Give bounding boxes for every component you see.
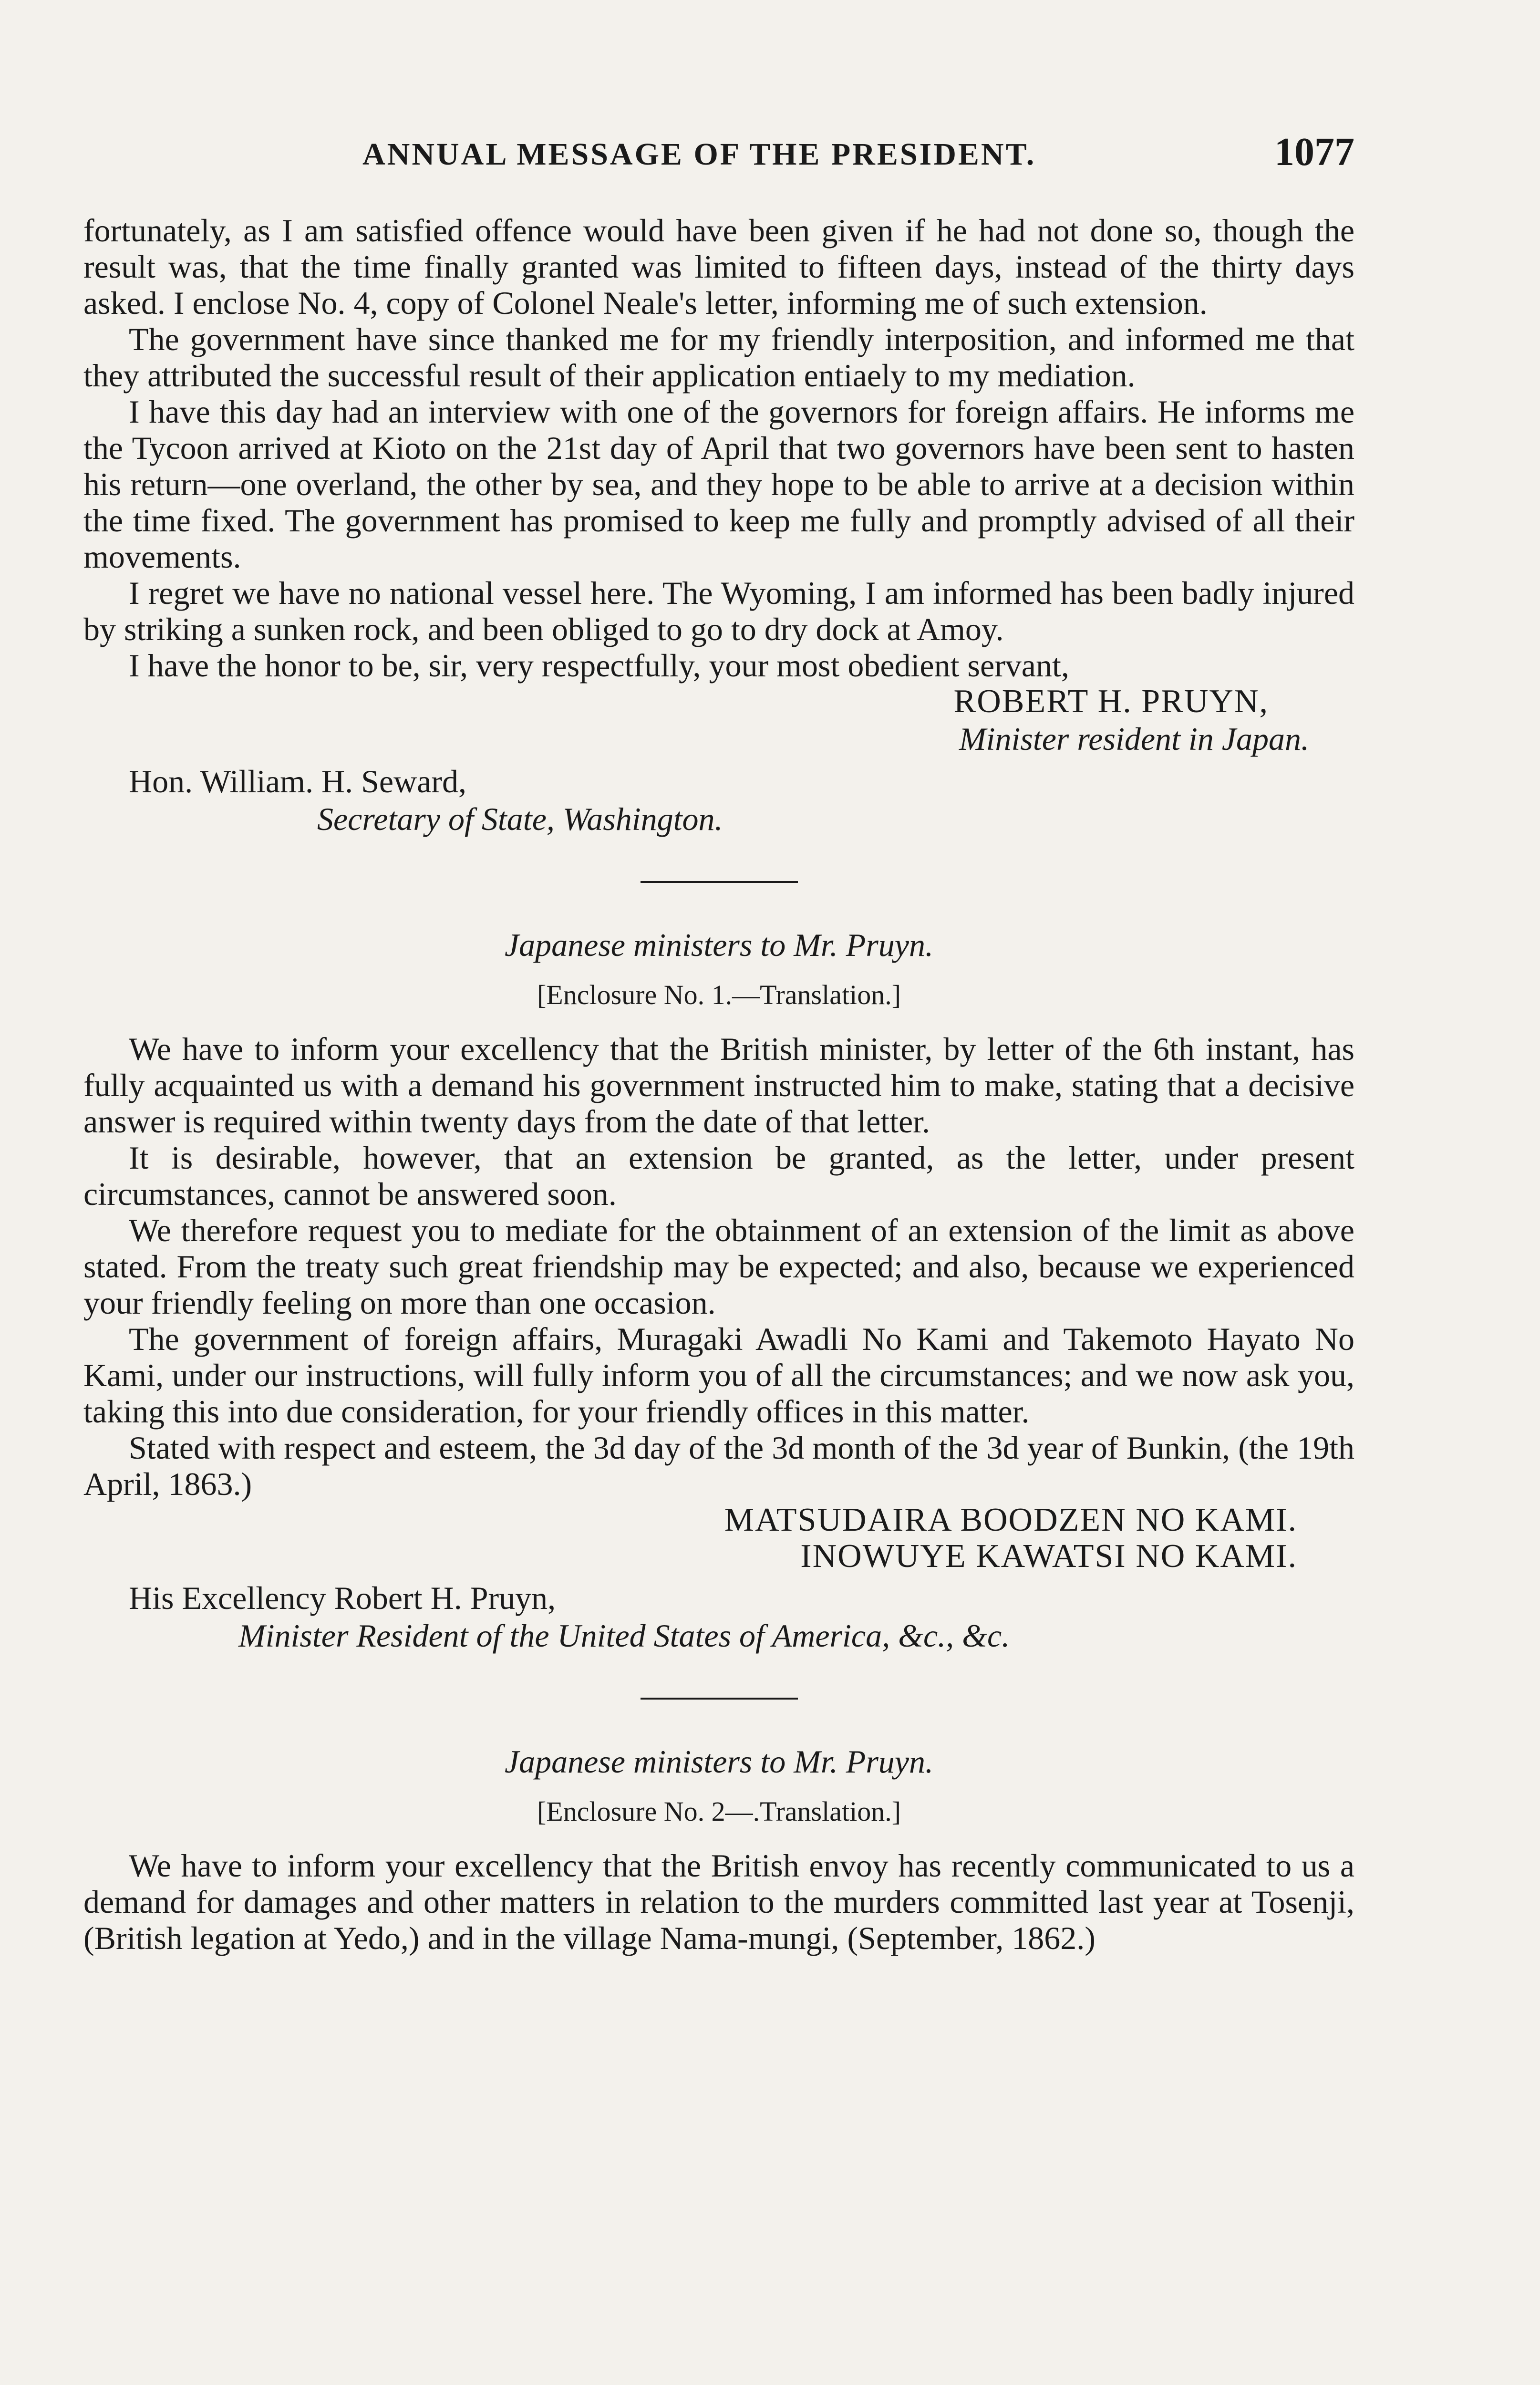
running-head: ANNUAL MESSAGE OF THE PRESIDENT. [362,137,1036,172]
letter-signature: ROBERT H. PRUYN, [953,683,1269,720]
letter-signature-title: Minister resident in Japan. [959,721,1309,757]
page-number: 1077 [1274,130,1354,174]
letter-paragraph-2: The government have since thanked me for my friendly interposition, and informed me that they attributed the successful result of their application entiaely to my mediation. [83,321,1354,394]
enclosure-2-title: Japanese ministers to Mr. Pruyn. [504,1743,933,1780]
letter-closing: I have the honor to be, sir, very respectfully, your most obedient servant, [129,647,1069,684]
enclosure-1-paragraph-3: We therefore request you to mediate for the obtainment of an extension of the limit as above stated. From the treaty such great friendship may be expected; and also, because we experienced your friendly feeling on more than one occasion. [83,1212,1354,1321]
enclosure-2-label: [Enclosure No. 2—.Translation.] [537,1796,901,1827]
enclosure-1-label: [Enclosure No. 1.—Translation.] [537,979,901,1010]
enclosure-1-signer-2: INOWUYE KAWATSI NO KAMI. [800,1538,1297,1575]
letter-addressee: Hon. William. H. Seward, [129,763,467,799]
enclosure-1-paragraph-1: We have to inform your excellency that the British minister, by letter of the 6th instant, has fully acquainted us with a demand his government instructed him to make, stating that a decisive answer is required within twenty days from the date of that letter. [83,1031,1354,1140]
enclosure-1-addressee: His Excellency Robert H. Pruyn, [129,1580,556,1616]
enclosure-1-addressee-title: Minister Resident of the United States of America, &c., &c. [238,1618,1010,1654]
page-header [95,129,1354,181]
enclosure-1-paragraph-2: It is desirable, however, that an extension be granted, as the letter, under present circumstances, cannot be answered soon. [83,1140,1354,1212]
enclosure-2-paragraph-1: We have to inform your excellency that the British envoy has recently communicated to us a demand for damages and other matters in relation to the murders committed last year at Tosenji, (British legation at Yedo,) and in the village Nama-mungi, (September, 1862.) [83,1847,1354,1956]
section-divider [641,881,798,883]
letter-paragraph-3: I have this day had an interview with one of the governors for foreign affairs. He informs me the Tycoon arrived at Kioto on the 21st day of April that two governors have been sent to hasten his return—one overland, the other by sea, and they hope to be able to arrive at a decision within the time fixed. The government has promised to keep me fully and promptly advised of all their movements. [83,394,1354,575]
letter-paragraph-4: I regret we have no national vessel here. The Wyoming, I am informed has been badly injured by striking a sunken rock, and been obliged to go to dry dock at Amoy. [83,575,1354,647]
enclosure-1-paragraph-4: The government of foreign affairs, Muragaki Awadli No Kami and Takemoto Hayato No Kami, under our instructions, will fully inform you of all the circumstances; and we now ask you, taking this into due consideration, for your friendly offices in this matter. [83,1321,1354,1430]
enclosure-1-title: Japanese ministers to Mr. Pruyn. [504,927,933,963]
letter-addressee-title: Secretary of State, Washington. [317,801,723,837]
letter-paragraph-1: fortunately, as I am satisfied offence would have been given if he had not done so, though the result was, that the time finally granted was limited to fifteen days, instead of the thirty days asked. I enclose No. 4, copy of Colonel Neale's letter, informing me of such extension. [83,212,1354,321]
page-body [83,212,1354,1956]
section-divider [641,1698,798,1700]
enclosure-1-signer-1: MATSUDAIRA BOODZEN NO KAMI. [724,1502,1297,1538]
enclosure-1-paragraph-5: Stated with respect and esteem, the 3d day of the 3d month of the 3d year of Bunkin, (the 19th April, 1863.) [83,1430,1354,1502]
